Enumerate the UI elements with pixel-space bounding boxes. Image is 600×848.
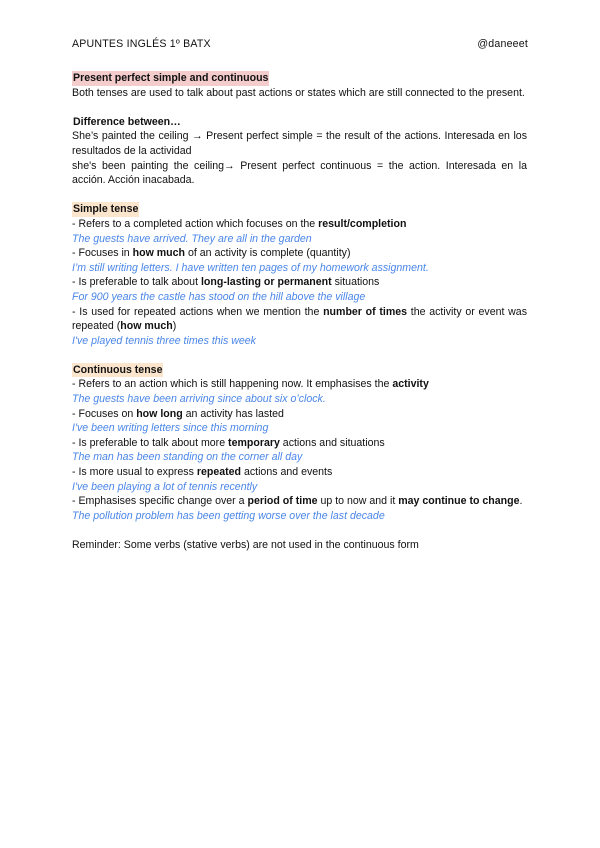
continuous-rule-1: - Refers to an action which is still happening now. It emphasises the activity <box>72 378 429 391</box>
simple-example-1: The guests have arrived. They are all in the garden <box>72 232 312 245</box>
simple-rule-3: - Is preferable to talk about long-lasting or permanent situations <box>72 276 380 289</box>
simple-example-3: For 900 years the castle has stood on the hill above the village <box>72 290 366 303</box>
difference-line-continuous: she's been painting the ceiling→ Present perfect continuous = the action. Interesada en la acción. Acción inacabada. <box>72 159 527 187</box>
simple-rule-2: - Focuses in how much of an activity is complete (quantity) <box>72 247 351 260</box>
section-title-difference: Difference between… <box>73 115 181 128</box>
continuous-rule-2: - Focuses on how long an activity has lasted <box>72 407 284 420</box>
continuous-rule-3: - Is preferable to talk about more temporary actions and situations <box>72 436 385 449</box>
continuous-rule-5: - Emphasises specific change over a period of time up to now and it may continue to change. <box>72 495 523 508</box>
simple-rule-4: - Is used for repeated actions when we mention the number of times the activity or event was repeated (how much) <box>72 305 527 333</box>
document-body <box>72 71 527 553</box>
simple-example-4: I've played tennis three times this week <box>72 334 256 347</box>
section-title-present-perfect: Present perfect simple and continuous <box>73 72 269 84</box>
header-title: APUNTES INGLÉS 1º BATX <box>72 38 211 50</box>
reminder-note: Reminder: Some verbs (stative verbs) are not used in the continuous form <box>72 539 419 551</box>
continuous-example-3: The man has been standing on the corner all day <box>72 451 303 464</box>
continuous-example-2: I've been writing letters since this morning <box>72 422 269 435</box>
header-author: @daneeet <box>477 38 528 50</box>
section-title-continuous: Continuous tense <box>73 363 163 376</box>
continuous-example-1: The guests have been arriving since about six o’clock. <box>72 393 326 406</box>
continuous-rule-4: - Is more usual to express repeated actions and events <box>72 466 333 479</box>
intro-paragraph: Both tenses are used to talk about past actions or states which are still connected to the present. <box>72 86 525 99</box>
continuous-example-5: The pollution problem has been getting worse over the last decade <box>72 509 385 522</box>
difference-line-simple: She’s painted the ceiling → Present perfect simple = the result of the actions. Interesada en los resultados de la actividad <box>72 130 527 157</box>
simple-rule-1: - Refers to a completed action which focuses on the result/completion <box>72 217 407 230</box>
section-title-simple: Simple tense <box>73 203 139 216</box>
simple-example-2: I’m still writing letters. I have written ten pages of my homework assignment. <box>72 261 429 274</box>
continuous-example-4: I've been playing a lot of tennis recently <box>72 480 258 493</box>
